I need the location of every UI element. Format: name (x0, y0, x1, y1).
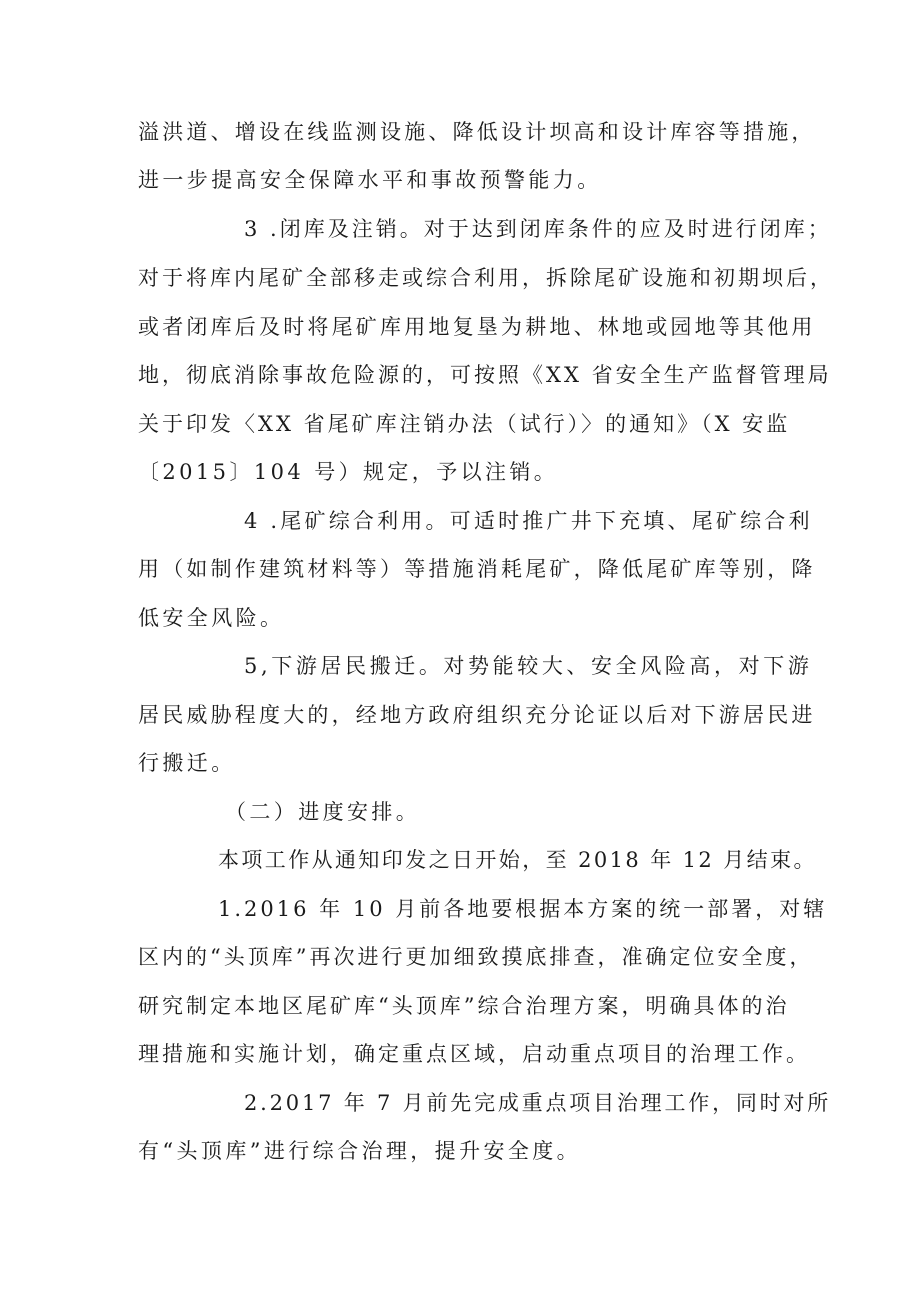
paragraph-line: 区内的“头顶库”再次进行更加细致摸底排查，准确定位安全度， (138, 945, 814, 969)
paragraph-line: 4 .尾矿综合利用。可适时推广井下充填、尾矿综合利 (244, 509, 813, 533)
paragraph-line: 低安全风险。 (138, 606, 285, 630)
paragraph-line: 用（如制作建筑材料等）等措施消耗尾矿，降低尾矿库等别，降 (138, 557, 816, 581)
paragraph-line: 行搬迁。 (138, 751, 236, 775)
section-heading: （二）进度安排。 (225, 800, 421, 824)
paragraph-line: 地，彻底消除事故危险源的，可按照《XX 省安全生产监督管理局 (138, 363, 832, 387)
paragraph-line: 或者闭库后及时将尾矿库用地复垦为耕地、林地或园地等其他用 (138, 315, 816, 339)
paragraph-line: 研究制定本地区尾矿库“头顶库”综合治理方案，明确具体的治 (138, 994, 790, 1018)
paragraph-line: 〔2015〕104 号）规定，予以注销。 (138, 460, 559, 484)
paragraph-line: 对于将库内尾矿全部移走或综合利用，拆除尾矿设施和初期坝后， (138, 266, 834, 290)
paragraph-line: 5,下游居民搬迁。对势能较大、安全风险高，对下游 (244, 654, 813, 678)
paragraph-line: 2.2017 年 7 月前先完成重点项目治理工作，同时对所 (244, 1091, 832, 1115)
paragraph-line: 本项工作从通知印发之日开始，至 2018 年 12 月结束。 (218, 848, 817, 872)
paragraph-line: 3 .闭库及注销。对于达到闭库条件的应及时进行闭库； (244, 217, 832, 241)
paragraph-line: 关于印发〈XX 省尾矿库注销办法（试行）〉的通知》（X 安监 (138, 412, 791, 436)
paragraph-line: 1.2016 年 10 月前各地要根据本方案的统一部署，对辖 (218, 897, 828, 921)
paragraph-line: 溢洪道、增设在线监测设施、降低设计坝高和设计库容等措施， (138, 120, 816, 144)
paragraph-line: 有“头顶库”进行综合治理，提升安全度。 (138, 1139, 582, 1163)
paragraph-line: 进一步提高安全保障水平和事故预警能力。 (138, 168, 602, 192)
paragraph-line: 理措施和实施计划，确定重点区域，启动重点项目的治理工作。 (138, 1042, 810, 1066)
paragraph-line: 居民威胁程度大的，经地方政府组织充分论证以后对下游居民进 (138, 703, 816, 727)
